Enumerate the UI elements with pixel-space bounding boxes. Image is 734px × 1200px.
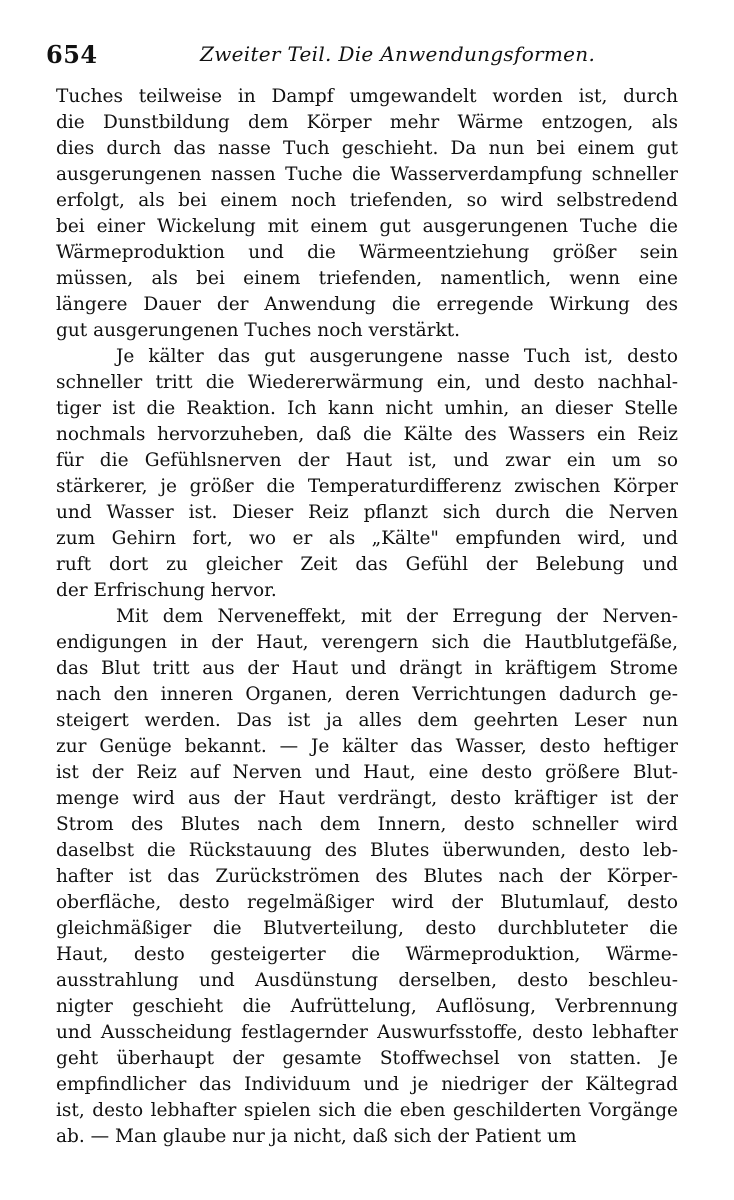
text-line: nigter geschieht die Aufrüttelung, Auflösung, Verbrennung — [56, 996, 678, 1017]
body-text — [56, 84, 678, 1150]
text-line: geht überhaupt der gesamte Stoffwechsel von statten. Je — [56, 1048, 678, 1069]
paragraph — [56, 604, 678, 1150]
text-line: ruft dort zu gleicher Zeit das Gefühl der Belebung und — [56, 554, 678, 575]
text-line: längere Dauer der Anwendung die erregende Wirkung des — [56, 294, 678, 315]
text-line: ist, desto lebhafter spielen sich die eben geschilderten Vorgänge — [56, 1100, 678, 1121]
text-line: gut ausgerungenen Tuches noch verstärkt. — [56, 320, 461, 341]
text-line: nochmals hervorzuheben, daß die Kälte des Wassers ein Reiz — [56, 424, 678, 445]
text-line: stärkerer, je größer die Temperaturdifferenz zwischen Körper — [56, 476, 678, 497]
paragraph — [56, 84, 678, 344]
text-line: Tuches teilweise in Dampf umgewandelt worden ist, durch — [56, 86, 678, 107]
paragraph — [56, 344, 678, 604]
text-line: zum Gehirn fort, wo er als „Kälte" empfunden wird, und — [56, 528, 678, 549]
text-line: die Dunstbildung dem Körper mehr Wärme entzogen, als — [56, 112, 678, 133]
text-line: zur Genüge bekannt. — Je kälter das Wasser, desto heftiger — [56, 736, 678, 757]
text-line: Wärmeproduktion und die Wärmeentziehung größer sein — [56, 242, 678, 263]
text-line: Haut, desto gesteigerter die Wärmeproduktion, Wärme- — [56, 944, 678, 965]
text-line: steigert werden. Das ist ja alles dem geehrten Leser nun — [56, 710, 678, 731]
text-line: und Ausscheidung festlagernder Auswurfsstoffe, desto lebhafter — [56, 1022, 678, 1043]
text-line: Strom des Blutes nach dem Innern, desto schneller wird — [56, 814, 678, 835]
text-line: gleichmäßiger die Blutverteilung, desto durchbluteter die — [56, 918, 678, 939]
text-line: tiger ist die Reaktion. Ich kann nicht umhin, an dieser Stelle — [56, 398, 678, 419]
text-line: ausstrahlung und Ausdünstung derselben, desto beschleu- — [56, 970, 678, 991]
text-line: erfolgt, als bei einem noch triefenden, so wird selbstredend — [56, 190, 678, 211]
running-head: Zweiter Teil. Die Anwendungsformen. — [200, 42, 596, 66]
text-line: menge wird aus der Haut verdrängt, desto kräftiger ist der — [56, 788, 678, 809]
text-line: nach den inneren Organen, deren Verrichtungen dadurch ge- — [56, 684, 678, 705]
text-line: für die Gefühlsnerven der Haut ist, und zwar ein um so — [56, 450, 678, 471]
text-line: hafter ist das Zurückströmen des Blutes nach der Körper- — [56, 866, 678, 887]
text-line: empfindlicher das Individuum und je niedriger der Kältegrad — [56, 1074, 678, 1095]
text-line: ausgerungenen nassen Tuche die Wasserverdampfung schneller — [56, 164, 678, 185]
text-line: das Blut tritt aus der Haut und drängt in kräftigem Strome — [56, 658, 678, 679]
text-line: endigungen in der Haut, verengern sich die Hautblutgefäße, — [56, 632, 678, 653]
text-line: ab. — Man glaube nur ja nicht, daß sich der Patient um — [56, 1126, 577, 1147]
text-line: schneller tritt die Wiedererwärmung ein, und desto nachhal- — [56, 372, 678, 393]
text-line: Mit dem Nerveneffekt, mit der Erregung der Nerven- — [116, 606, 678, 627]
text-line: dies durch das nasse Tuch geschieht. Da nun bei einem gut — [56, 138, 678, 159]
text-line: und Wasser ist. Dieser Reiz pflanzt sich durch die Nerven — [56, 502, 678, 523]
text-line: oberfläche, desto regelmäßiger wird der Blutumlauf, desto — [56, 892, 678, 913]
text-line: ist der Reiz auf Nerven und Haut, eine desto größere Blut- — [56, 762, 678, 783]
text-line: der Erfrischung hervor. — [56, 580, 277, 601]
page-header — [32, 40, 692, 76]
text-line: Je kälter das gut ausgerungene nasse Tuch ist, desto — [116, 346, 678, 367]
text-line: müssen, als bei einem triefenden, namentlich, wenn eine — [56, 268, 678, 289]
page-number: 654 — [46, 40, 98, 69]
text-line: bei einer Wickelung mit einem gut ausgerungenen Tuche die — [56, 216, 678, 237]
text-line: daselbst die Rückstauung des Blutes überwunden, desto leb- — [56, 840, 678, 861]
